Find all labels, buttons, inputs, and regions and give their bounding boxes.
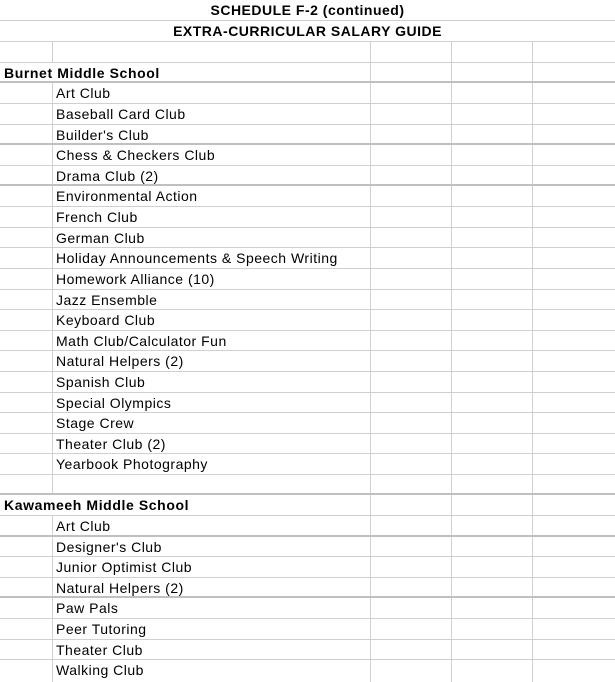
grid-cell (0, 331, 53, 350)
grid-cell (533, 310, 615, 330)
grid-cell (533, 598, 615, 618)
grid-cell (0, 42, 53, 62)
club-name: French Club (56, 209, 138, 225)
grid-cell (0, 557, 53, 577)
club-name: Spanish Club (56, 374, 146, 390)
grid-cell (371, 660, 452, 682)
club-name: Chess & Checkers Club (56, 147, 216, 163)
grid-cell (452, 290, 533, 309)
grid-cell (0, 578, 53, 596)
grid-cell (452, 104, 533, 124)
grid-cell (371, 640, 452, 659)
grid-cell (0, 475, 53, 493)
club-name: Art Club (56, 518, 111, 534)
grid-cell (0, 393, 53, 412)
grid-cell (371, 310, 452, 330)
grid-cell (533, 331, 615, 350)
grid-cell (371, 42, 452, 62)
club-name: Designer's Club (56, 539, 162, 555)
club-name: Math Club/Calculator Fun (56, 333, 227, 349)
table-row (0, 310, 615, 331)
table-row (0, 104, 615, 125)
grid-cell (533, 145, 615, 165)
grid-cell (452, 166, 533, 184)
grid-cell (371, 537, 452, 556)
blank-row (0, 475, 615, 495)
table-row (0, 351, 615, 372)
grid-cell (533, 248, 615, 268)
club-name: Art Club (56, 85, 111, 101)
grid-cell (452, 207, 533, 227)
grid-cell (452, 640, 533, 659)
grid-cell (0, 619, 53, 639)
grid-cell (533, 42, 615, 62)
school-name-burnet: Burnet Middle School (4, 65, 160, 81)
grid-cell (371, 63, 452, 81)
grid-cell (452, 598, 533, 618)
club-name: German Club (56, 230, 145, 246)
grid-cell (0, 454, 53, 474)
grid-cell (533, 434, 615, 453)
grid-cell (371, 331, 452, 350)
grid-cell (452, 186, 533, 206)
grid-cell (0, 83, 53, 103)
club-name: Environmental Action (56, 188, 198, 204)
grid-cell (0, 186, 53, 206)
grid-cell (533, 104, 615, 124)
grid-cell (533, 207, 615, 227)
grid-cell (452, 393, 533, 412)
grid-cell (533, 269, 615, 289)
grid-cell (0, 166, 53, 184)
grid-cell (452, 331, 533, 350)
club-name: Builder's Club (56, 127, 149, 143)
grid-cell (452, 660, 533, 682)
table-row (0, 640, 615, 660)
club-name: Stage Crew (56, 415, 135, 431)
school-name-kawameeh: Kawameeh Middle School (4, 497, 190, 513)
grid-cell (371, 290, 452, 309)
blank-row (0, 42, 615, 63)
grid-cell (371, 351, 452, 371)
grid-cell (0, 640, 53, 659)
table-row (0, 660, 615, 682)
table-row (0, 598, 615, 619)
grid-cell (0, 207, 53, 227)
club-name: Junior Optimist Club (56, 559, 193, 575)
grid-cell (0, 372, 53, 392)
grid-cell (533, 475, 615, 493)
grid-cell (452, 63, 533, 81)
grid-cell (452, 557, 533, 577)
grid-cell (533, 557, 615, 577)
grid-cell (452, 372, 533, 392)
table-row (0, 207, 615, 228)
table-row (0, 166, 615, 186)
grid-cell (0, 269, 53, 289)
table-row (0, 248, 615, 269)
grid-cell (0, 660, 53, 682)
grid-cell (371, 578, 452, 596)
schedule-subtitle-row (0, 21, 615, 42)
grid-cell (452, 228, 533, 247)
grid-cell (371, 372, 452, 392)
grid-cell (452, 351, 533, 371)
table-row (0, 331, 615, 351)
grid-cell (0, 248, 53, 268)
club-name: Walking Club (56, 662, 144, 678)
grid-cell (371, 557, 452, 577)
table-row (0, 372, 615, 393)
grid-cell (371, 393, 452, 412)
grid-cell (371, 248, 452, 268)
grid-cell (0, 310, 53, 330)
grid-cell (371, 104, 452, 124)
grid-cell (371, 619, 452, 639)
club-name: Keyboard Club (56, 312, 156, 328)
grid-cell (452, 310, 533, 330)
grid-cell (371, 145, 452, 165)
grid-cell (533, 640, 615, 659)
grid-cell (371, 454, 452, 474)
club-name: Drama Club (2) (56, 168, 159, 184)
table-row (0, 83, 615, 104)
table-row (0, 557, 615, 578)
grid-cell (533, 393, 615, 412)
grid-cell (371, 269, 452, 289)
club-name: Holiday Announcements & Speech Writing (56, 250, 338, 266)
grid-cell (0, 104, 53, 124)
grid-cell (452, 454, 533, 474)
club-name: Jazz Ensemble (56, 292, 158, 308)
grid-cell (371, 125, 452, 143)
grid-cell (0, 145, 53, 165)
club-name: Theater Club (2) (56, 436, 166, 452)
grid-cell (452, 42, 533, 62)
grid-cell (533, 351, 615, 371)
grid-cell (452, 248, 533, 268)
grid-cell (371, 186, 452, 206)
grid-cell (452, 537, 533, 556)
grid-cell (452, 125, 533, 143)
grid-cell (452, 269, 533, 289)
club-name: Special Olympics (56, 395, 172, 411)
table-row (0, 186, 615, 207)
grid-cell (533, 125, 615, 143)
club-name: Yearbook Photography (56, 456, 208, 472)
grid-cell (0, 413, 53, 433)
grid-cell (533, 290, 615, 309)
table-row (0, 269, 615, 290)
table-row (0, 145, 615, 166)
table-row (0, 125, 615, 145)
grid-cell (371, 83, 452, 103)
grid-cell (533, 537, 615, 556)
table-row (0, 393, 615, 413)
table-row (0, 434, 615, 454)
grid-cell (0, 351, 53, 371)
grid-cell (533, 660, 615, 682)
grid-cell (452, 619, 533, 639)
grid-cell (533, 619, 615, 639)
table-row (0, 578, 615, 598)
schedule-subtitle: EXTRA-CURRICULAR SALARY GUIDE (173, 23, 442, 39)
grid-cell (0, 434, 53, 453)
grid-cell (533, 372, 615, 392)
table-row (0, 537, 615, 557)
club-name: Natural Helpers (2) (56, 580, 184, 596)
club-name: Homework Alliance (10) (56, 271, 215, 287)
club-name: Theater Club (56, 642, 143, 658)
table-row (0, 454, 615, 475)
table-row (0, 619, 615, 640)
club-name: Paw Pals (56, 600, 119, 616)
table-row (0, 413, 615, 434)
grid-cell (371, 495, 452, 515)
grid-cell (533, 186, 615, 206)
grid-cell (0, 125, 53, 143)
club-name: Baseball Card Club (56, 106, 186, 122)
grid-cell (452, 413, 533, 433)
schedule-title-row (0, 0, 615, 21)
grid-cell (0, 516, 53, 535)
grid-cell (533, 495, 615, 515)
schedule-title: SCHEDULE F-2 (continued) (210, 2, 405, 18)
grid-cell (533, 413, 615, 433)
grid-cell (371, 413, 452, 433)
table-row (0, 228, 615, 248)
grid-cell (371, 166, 452, 184)
grid-cell (533, 578, 615, 596)
grid-cell (0, 228, 53, 247)
grid-cell (0, 598, 53, 618)
club-name: Natural Helpers (2) (56, 353, 184, 369)
grid-cell (533, 63, 615, 81)
grid-cell (371, 598, 452, 618)
grid-cell (452, 516, 533, 535)
grid-cell (0, 290, 53, 309)
grid-cell (533, 228, 615, 247)
grid-cell (371, 516, 452, 535)
grid-cell (371, 228, 452, 247)
grid-cell (533, 454, 615, 474)
grid-cell (371, 475, 452, 493)
grid-cell (53, 42, 371, 62)
grid-cell (0, 537, 53, 556)
section-header-burnet (0, 63, 615, 83)
table-row (0, 290, 615, 310)
grid-cell (452, 475, 533, 493)
grid-cell (452, 495, 533, 515)
grid-cell (533, 166, 615, 184)
grid-cell (371, 434, 452, 453)
grid-cell (452, 145, 533, 165)
club-name: Peer Tutoring (56, 621, 147, 637)
grid-cell (452, 578, 533, 596)
grid-cell (452, 83, 533, 103)
grid-cell (452, 434, 533, 453)
grid-cell (53, 475, 371, 493)
grid-cell (533, 83, 615, 103)
grid-cell (533, 516, 615, 535)
section-header-kawameeh (0, 495, 615, 516)
grid-cell (371, 207, 452, 227)
table-row (0, 516, 615, 537)
